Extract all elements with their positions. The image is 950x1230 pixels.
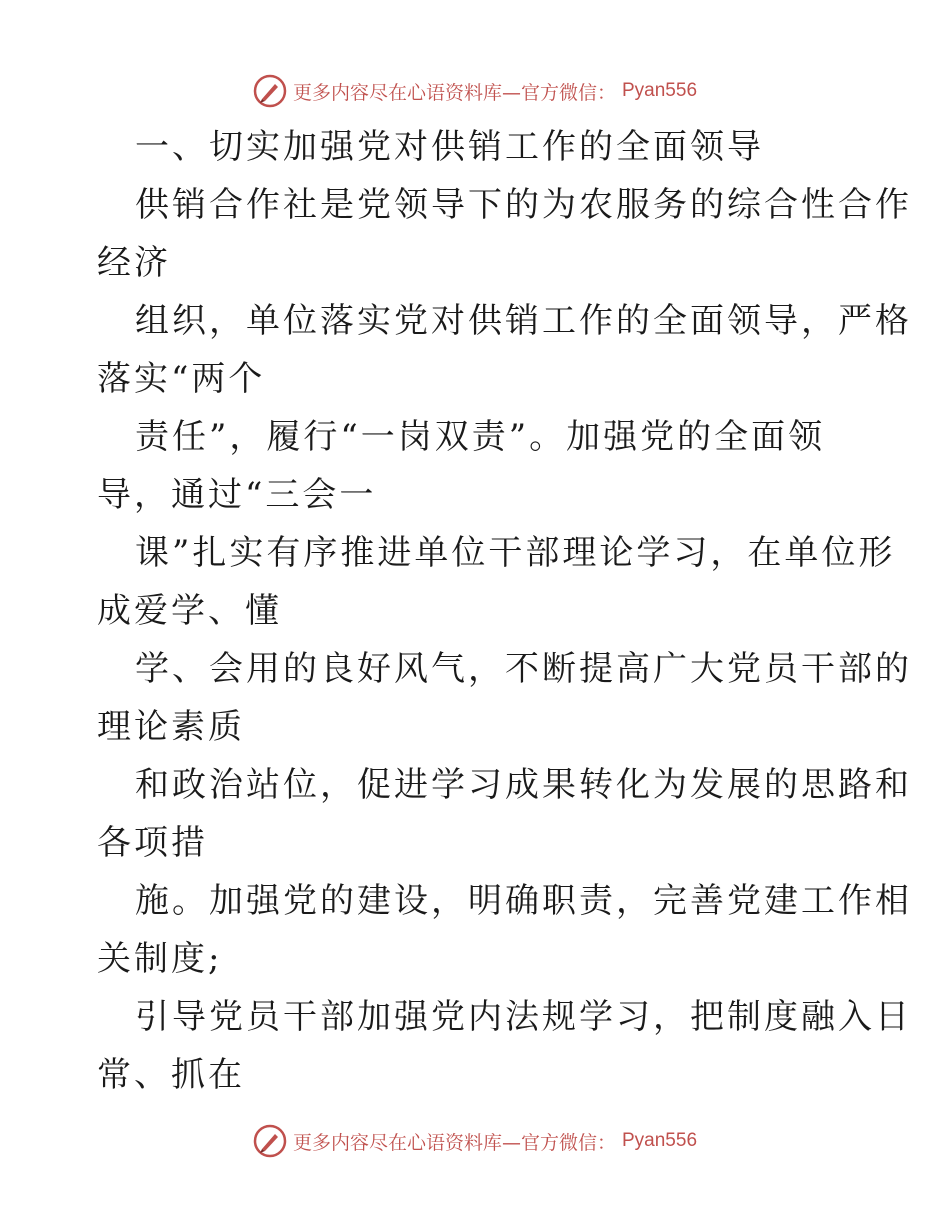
text-line: 关制度;	[97, 939, 223, 979]
watermark-text: 更多内容尽在心语资料库—官方微信：	[292, 81, 616, 104]
text-line: 导，通过“三会一	[97, 475, 377, 515]
text-line: 经济	[97, 243, 171, 283]
text-line: 课”扎实有序推进单位干部理论学习，在单位形	[135, 533, 896, 573]
text-line: 和政治站位，促进学习成果转化为发展的思路和	[135, 765, 912, 805]
text-line: 引导党员干部加强党内法规学习，把制度融入日	[135, 997, 912, 1037]
watermark-handle: Pyan556	[622, 80, 698, 101]
text-line: 一、切实加强党对供销工作的全面领导	[135, 127, 764, 167]
pen-logo-icon	[253, 1124, 287, 1158]
text-line: 成爱学、懂	[97, 591, 282, 631]
text-line: 理论素质	[97, 707, 245, 747]
header-watermark	[0, 74, 950, 108]
document-body	[97, 118, 912, 1104]
watermark-text: 更多内容尽在心语资料库—官方微信：	[292, 1131, 616, 1154]
text-line: 学、会用的良好风气，不断提高广大党员干部的	[135, 649, 912, 689]
text-line: 施。加强党的建设，明确职责，完善党建工作相	[135, 881, 912, 921]
text-line: 责任”，履行“一岗双责”。加强党的全面领	[135, 417, 826, 457]
text-line: 各项措	[97, 823, 208, 863]
text-line: 落实“两个	[97, 359, 266, 399]
text-line: 常、抓在	[97, 1055, 245, 1095]
text-line: 供销合作社是党领导下的为农服务的综合性合作	[135, 185, 912, 225]
watermark-handle: Pyan556	[622, 1130, 698, 1151]
text-line: 组织，单位落实党对供销工作的全面领导，严格	[135, 301, 912, 341]
footer-watermark	[0, 1124, 950, 1158]
pen-logo-icon	[253, 74, 287, 108]
